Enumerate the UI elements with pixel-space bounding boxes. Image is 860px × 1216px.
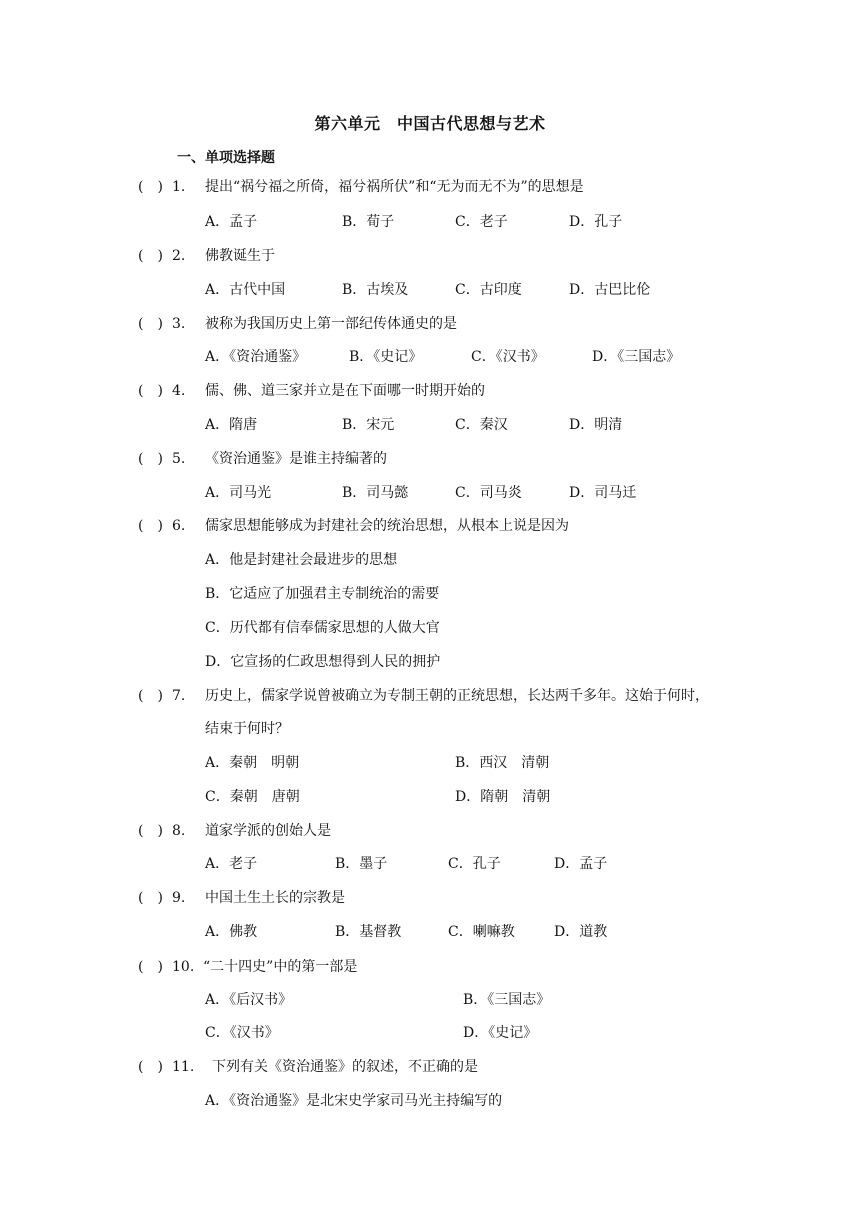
option-d: D．《三国志》	[592, 349, 681, 365]
question-stem: 道家学派的创始人是	[205, 823, 331, 839]
answer-blank[interactable]: ( )	[138, 688, 163, 704]
question-stem: 下列有关《资治通鉴》的叙述，不正确的是	[212, 1059, 478, 1075]
option-a: A．古代中国	[205, 282, 286, 298]
question-number: 2.	[172, 248, 186, 264]
question-7	[0, 684, 860, 708]
option-d: D．明清	[569, 417, 623, 433]
option-b: B．司马懿	[342, 485, 409, 501]
option-d: D．司马迁	[569, 485, 637, 501]
option-b: B．基督教	[335, 924, 402, 940]
option-c: C．老子	[455, 214, 508, 230]
question-6	[0, 514, 860, 538]
option-c: C．秦朝 唐朝	[205, 789, 300, 805]
question-stem: “二十四史”中的第一部是	[203, 959, 358, 975]
option-a: A．司马光	[205, 485, 272, 501]
question-8	[0, 819, 860, 843]
option-b: B．荀子	[342, 214, 395, 230]
option-b: B．古埃及	[342, 282, 409, 298]
option-c: C．《汉书》	[471, 349, 545, 365]
option-d: D．孔子	[569, 214, 623, 230]
question-stem: 佛教诞生于	[205, 248, 275, 264]
answer-blank[interactable]: ( )	[138, 823, 163, 839]
option-c: C．喇嘛教	[448, 924, 515, 940]
option-a: A．《资治通鉴》是北宋史学家司马光主持编写的	[205, 1093, 503, 1109]
question-number: 9.	[172, 890, 186, 906]
question-number: 6.	[172, 518, 186, 534]
question-10	[0, 955, 860, 979]
document-title: 第六单元 中国古代思想与艺术	[314, 114, 546, 133]
question-number: 8.	[172, 823, 186, 839]
option-a: A．秦朝 明朝	[205, 755, 300, 771]
option-b: B．西汉 清朝	[455, 755, 550, 771]
question-9	[0, 886, 860, 910]
question-number: 11.	[172, 1059, 195, 1075]
question-5	[0, 447, 860, 471]
answer-blank[interactable]: ( )	[138, 518, 163, 534]
answer-blank[interactable]: ( )	[138, 1059, 163, 1075]
option-b: B．《史记》	[349, 349, 423, 365]
question-4	[0, 379, 860, 403]
question-stem: 中国土生土长的宗教是	[205, 890, 345, 906]
option-b: B．它适应了加强君主专制统治的需要	[205, 586, 440, 602]
section-heading: 一、单项选择题	[177, 150, 275, 166]
question-3	[0, 312, 860, 336]
option-a: A．《后汉书》	[205, 992, 293, 1008]
option-b: B．宋元	[342, 417, 395, 433]
option-d: D．隋朝 清朝	[455, 789, 551, 805]
question-number: 4.	[172, 383, 186, 399]
question-number: 5.	[172, 451, 186, 467]
question-number: 10.	[172, 959, 195, 975]
option-d: D．《史记》	[463, 1025, 538, 1041]
answer-blank[interactable]: ( )	[138, 316, 163, 332]
answer-blank[interactable]: ( )	[138, 248, 163, 264]
option-d: D．古巴比伦	[569, 282, 651, 298]
answer-blank[interactable]: ( )	[138, 451, 163, 467]
option-c: C．孔子	[448, 856, 501, 872]
question-number: 3.	[172, 316, 186, 332]
option-d: D．它宣扬的仁政思想得到人民的拥护	[205, 654, 441, 670]
option-d: D．道教	[554, 924, 608, 940]
answer-blank[interactable]: ( )	[138, 959, 163, 975]
answer-blank[interactable]: ( )	[138, 179, 163, 195]
question-stem: 儒、佛、道三家并立是在下面哪一时期开始的	[205, 383, 485, 399]
option-a: A．《资治通鉴》	[205, 349, 307, 365]
answer-blank[interactable]: ( )	[138, 890, 163, 906]
question-stem: 儒家思想能够成为封建社会的统治思想，从根本上说是因为	[205, 518, 569, 534]
option-b: B．墨子	[335, 856, 388, 872]
option-b: B．《三国志》	[463, 992, 551, 1008]
option-c: C．司马炎	[455, 485, 522, 501]
option-a: A．他是封建社会最进步的思想	[205, 552, 398, 568]
question-11	[0, 1055, 860, 1079]
option-d: D．孟子	[554, 856, 608, 872]
question-stem: 被称为我国历史上第一部纪传体通史的是	[205, 316, 457, 332]
question-stem: 《资治通鉴》是谁主持编著的	[205, 451, 387, 467]
option-c: C．古印度	[455, 282, 522, 298]
question-number: 1.	[172, 179, 186, 195]
option-c: C．秦汉	[455, 417, 508, 433]
option-a: A．孟子	[205, 214, 258, 230]
question-stem: 历史上，儒家学说曾被确立为专制王朝的正统思想，长达两千多年。这始于何时，	[205, 688, 709, 704]
question-number: 7.	[172, 688, 186, 704]
question-1	[0, 175, 860, 199]
option-c: C．《汉书》	[205, 1025, 279, 1041]
question-stem-continued: 结束于何时？	[205, 721, 289, 737]
answer-blank[interactable]: ( )	[138, 383, 163, 399]
option-a: A．佛教	[205, 924, 258, 940]
option-c: C．历代都有信奉儒家思想的人做大官	[205, 620, 440, 636]
question-2	[0, 244, 860, 268]
option-a: A．隋唐	[205, 417, 258, 433]
option-a: A．老子	[205, 856, 258, 872]
question-stem: 提出“祸兮福之所倚，福兮祸所伏”和“无为而无不为”的思想是	[205, 179, 584, 195]
